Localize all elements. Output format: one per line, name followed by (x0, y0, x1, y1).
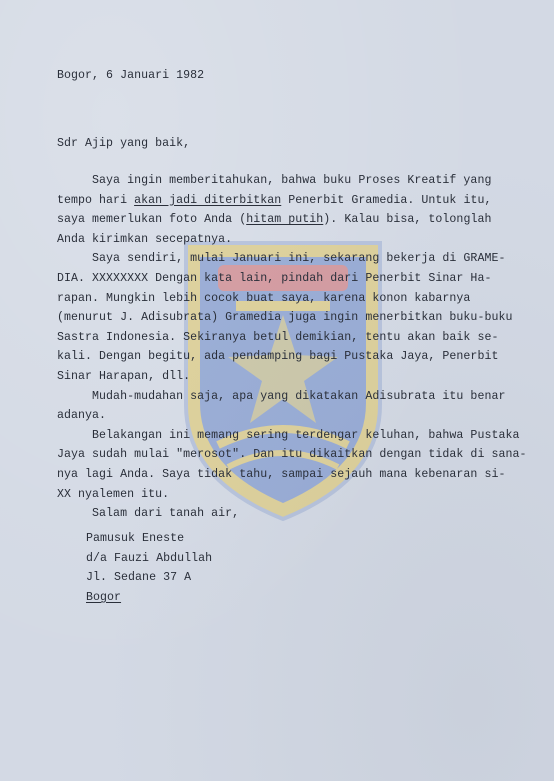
text-segment: Belakangan ini memang sering terdengar keluhan, bahwa Pustaka (57, 428, 520, 442)
body-line (57, 367, 527, 387)
body-line (57, 308, 527, 328)
text-segment: d/a Fauzi Abdullah (86, 551, 213, 565)
text-segment: nya lagi Anda. Saya tidak tahu, sampai sejauh mana kebenaran si- (57, 467, 506, 481)
text-segment: DIA. XXXXXXXX Dengan kata lain, pindah dari Penerbit Sinar Ha- (57, 271, 492, 285)
body-line (57, 269, 527, 289)
text-segment: ). Kalau bisa, tolonglah (323, 213, 492, 227)
text-segment: Jaya sudah mulai "merosot". Dan itu dikaitkan dengan tidak di sana- (57, 448, 527, 462)
text-segment: saya memerlukan foto Anda ( (57, 213, 247, 227)
body-line (57, 249, 527, 269)
text-segment: adanya. (57, 409, 107, 423)
signature-line (86, 549, 212, 569)
text-segment: XX nyalemen itu. (57, 487, 170, 501)
signature-line (86, 529, 212, 549)
text-segment: Mudah-mudahan saja, apa yang dikatakan Adisubrata itu benar (57, 389, 506, 403)
body-line (57, 485, 527, 505)
text-segment: Sastra Indonesia. Sekiranya betul demikian, tentu akan baik se- (57, 330, 499, 344)
underlined-text: Bogor (86, 590, 122, 604)
text-segment: Saya ingin memberitahukan, bahwa buku Proses Kreatif yang (57, 174, 492, 187)
body-line (57, 171, 527, 191)
text-segment: rapan. Mungkin lebih cocok buat saya, karena konon kabarnya (57, 291, 471, 305)
text-segment: tempo hari (57, 193, 135, 207)
signature-line (86, 588, 212, 608)
body-line (57, 504, 527, 524)
underlined-text: akan jadi diterbitkan (134, 193, 282, 207)
signature-block (86, 529, 212, 607)
text-segment: Saya sendiri, mulai Januari ini, sekarang bekerja di GRAME- (57, 252, 506, 266)
body-line (57, 191, 527, 211)
text-segment: Jl. Sedane 37 A (86, 571, 192, 585)
body-line (57, 406, 527, 426)
body-line (57, 387, 527, 407)
salutation: Sdr Ajip yang baik, (57, 137, 191, 150)
text-segment: Anda kirimkan secepatnya. (57, 232, 233, 246)
underlined-text: hitam putih (246, 213, 324, 227)
text-segment: Salam dari tanah air, (57, 507, 240, 521)
body-line (57, 230, 527, 250)
text-segment: Pamusuk Eneste (86, 532, 185, 545)
body-line (57, 210, 527, 230)
body-line (57, 328, 527, 348)
body-line (57, 465, 527, 485)
signature-line (86, 568, 212, 588)
text-segment: kali. Dengan begitu, ada pendamping bagi Pustaka Jaya, Penerbit (57, 350, 499, 364)
body-line (57, 426, 527, 446)
body-line (57, 289, 527, 309)
text-segment: Sinar Harapan, dll. (57, 369, 191, 383)
body-line (57, 347, 527, 367)
place-date: Bogor, 6 Januari 1982 (57, 69, 205, 82)
letter-body (57, 171, 527, 524)
text-segment: Penerbit Gramedia. Untuk itu, (281, 193, 492, 207)
body-line (57, 445, 527, 465)
text-segment: (menurut J. Adisubrata) Gramedia juga ingin menerbitkan buku-buku (57, 311, 513, 325)
